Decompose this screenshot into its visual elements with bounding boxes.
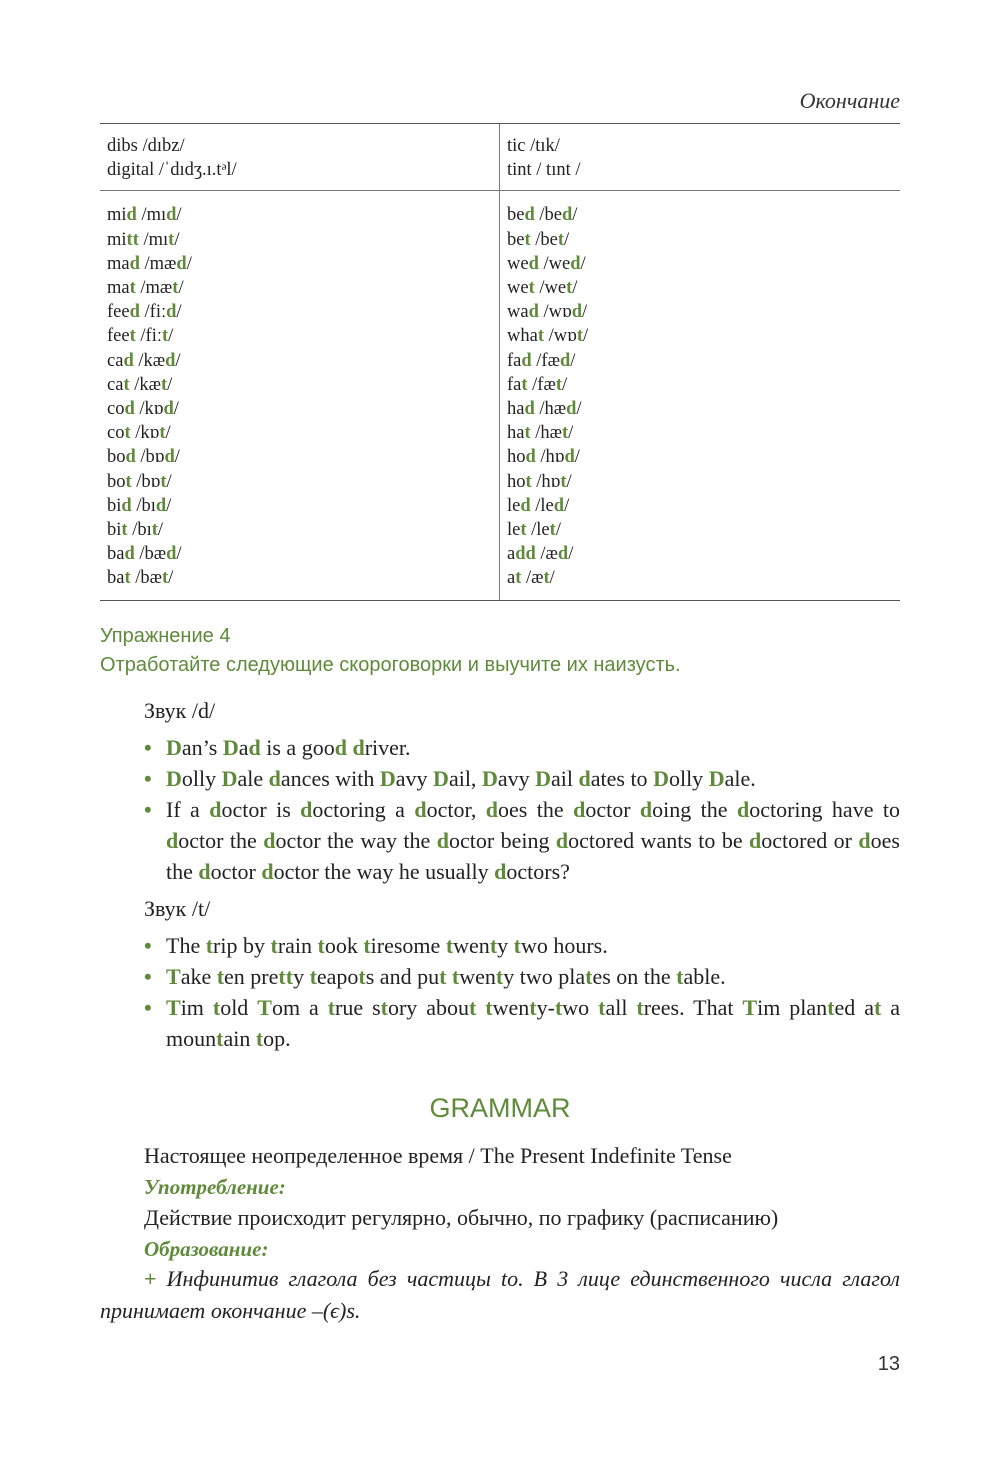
table-entry: bot /bɒt/ (107, 471, 172, 492)
table-entry: dibs /dıbz/ (107, 136, 185, 156)
table-entry: mitt /mıt/ (107, 229, 180, 250)
table-entry: mat /mæt/ (107, 278, 184, 299)
table-entry: had /hæd/ (507, 399, 582, 420)
table-entry: bod /bɒd/ (107, 447, 180, 468)
table-entry: cod /kɒd/ (107, 399, 179, 420)
table-entry: cat /kæt/ (107, 374, 173, 395)
table-entry: wed /wed/ (507, 253, 586, 274)
bullet-icon: • (144, 735, 152, 760)
bullet-icon: • (144, 964, 152, 989)
list-item: • Take ten pretty teapots and put twenty two plates on the table. (144, 961, 900, 992)
continuation-label: Окончание (799, 88, 900, 113)
plus-icon: + (144, 1266, 157, 1291)
tongue-twisters-t (144, 930, 900, 1054)
sound-d-label: Звук /d/ (144, 698, 216, 723)
table-entry: feed /fiːd/ (107, 302, 182, 323)
table-entry: at /æt/ (507, 568, 555, 589)
table-entry: tic /tık/ (507, 136, 560, 156)
table-entry: hat /hæt/ (507, 423, 574, 444)
bullet-icon: • (144, 933, 152, 958)
table-body-left (100, 191, 500, 599)
table-entry: bed /bed/ (507, 205, 578, 226)
table-entry: cad /kæd/ (107, 350, 181, 371)
list-item: • Dan’s Dad is a good driver. (144, 732, 900, 763)
table-entry: fad /fæd/ (507, 350, 576, 371)
tense-title: Настоящее неопределенное время / The Present Indefinite Tense (144, 1143, 732, 1168)
formation-rule: Инфинитив глагола без частицы to. В 3 лице единственного числа глагол принимает окончание –(ϵ)s. (100, 1266, 900, 1323)
phonetics-table (100, 123, 900, 601)
table-entry: cot /kɒt/ (107, 423, 171, 444)
usage-text: Действие происходит регулярно, обычно, по графику (расписанию) (144, 1205, 779, 1230)
bullet-icon: • (144, 797, 152, 822)
formation-label: Образование: (144, 1237, 269, 1261)
table-entry: bat /bæt/ (107, 568, 174, 589)
table-header-row (100, 124, 900, 191)
exercise-heading: Упражнение 4 (100, 625, 231, 647)
table-entry: wet /wet/ (507, 278, 578, 299)
table-body-row (100, 191, 900, 599)
table-entry: let /let/ (507, 520, 561, 541)
table-entry: bid /bıd/ (107, 495, 172, 516)
table-header-right (500, 124, 900, 190)
table-entry: led /led/ (507, 495, 570, 516)
table-body-right (500, 191, 900, 599)
table-entry: fat /fæt/ (507, 374, 568, 395)
exercise-instruction: Отработайте следующие скороговорки и выучите их наизусть. (100, 654, 681, 676)
table-entry: hod /hɒd/ (507, 447, 580, 468)
list-item: • Tim told Tom a true story about twenty-two tall trees. That Tim planted at a mountain top. (144, 992, 900, 1054)
table-entry: digital /ˈdıdʒ.ı.tᵊl/ (107, 160, 237, 181)
list-item: • Dolly Dale dances with Davy Dail, Davy Dail dates to Dolly Dale. (144, 763, 900, 794)
table-entry: bet /bet/ (507, 229, 570, 250)
sound-t-label: Звук /t/ (144, 896, 211, 921)
table-entry: mad /mæd/ (107, 253, 192, 274)
bullet-icon: • (144, 766, 152, 791)
tongue-twisters-d (144, 732, 900, 887)
table-entry: feet /fiːt/ (107, 326, 174, 347)
table-entry: bad /bæd/ (107, 544, 182, 565)
table-entry: mid /mıd/ (107, 205, 182, 226)
page-number: 13 (877, 1353, 900, 1375)
usage-label: Употребление: (144, 1175, 286, 1199)
grammar-title: GRAMMAR (429, 1093, 571, 1123)
formation-text (100, 1263, 900, 1327)
table-entry: tint / tınt / (507, 160, 581, 181)
table-entry: bit /bıt/ (107, 520, 164, 541)
bullet-icon: • (144, 995, 152, 1020)
list-item: • If a doctor is doctoring a doctor, does the doctor doing the doctoring have to doctor the doctor the way the doctor being doctored wants to be doctored or does the doctor doctor the way he usually doctors? (144, 794, 900, 887)
list-item: • The trip by train took tiresome twenty two hours. (144, 930, 900, 961)
table-entry: hot /hɒt/ (507, 471, 572, 492)
table-entry: add /æd/ (507, 544, 574, 565)
table-header-left (100, 124, 500, 190)
table-entry: what /wɒt/ (507, 326, 589, 347)
table-entry: wad /wɒd/ (507, 302, 588, 323)
